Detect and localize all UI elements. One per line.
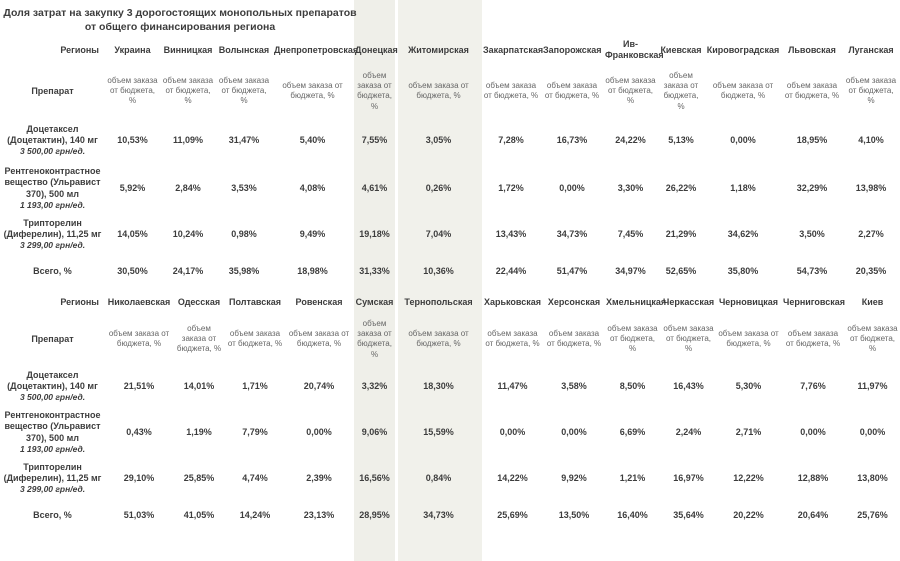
value-cell: 29,10% [123,472,155,483]
order-volume-header: объем заказа от бюджета, % [663,323,714,354]
value-cell: 16,43% [673,380,704,391]
value-cell: 0,00% [559,182,585,193]
region-header: Запорожская [543,44,602,55]
value-cell: 14,22% [497,472,528,483]
value-cell: 21,51% [123,380,155,391]
total-value-cell: 22,44% [495,265,527,276]
order-volume-header: объем заказа от бюджета, % [605,75,656,106]
value-cell: 5,92% [119,182,146,193]
region-header: Житомирская [408,44,469,55]
region-header: Тернопольская [404,296,473,307]
region-header: Днепропетровская [274,44,359,55]
value-cell: 2,84% [175,182,201,193]
value-cell: 2,27% [858,228,884,239]
total-row [0,254,900,288]
total-value-cell: 51,47% [556,265,588,276]
value-cell: 3,58% [561,380,587,391]
total-value-cell: 28,95% [359,509,390,520]
value-cell: 24,22% [615,134,646,145]
value-cell: 7,76% [800,380,826,391]
order-volume-header: объем заказа от бюджета, % [663,70,699,111]
region-header: Харьковская [484,296,541,307]
value-cell: 16,56% [359,472,390,483]
value-cell: 21,29% [665,228,697,239]
drug-name-line: (Доцетактин), 140 мг [7,380,98,391]
value-cell: 34,62% [727,228,759,239]
total-value-cell: 52,65% [665,265,697,276]
region-header: Черниговская [783,296,845,307]
drug-name-cell [0,456,105,500]
region-header: Николаевская [107,296,171,307]
order-volume-header: объем заказа от бюджета, % [108,328,170,349]
value-cell: 0,00% [306,426,332,437]
order-volume-header: объем заказа от бюджета, % [544,80,600,101]
drug-name-cell [0,408,105,456]
drug-name-line: (Диферелин), 11,25 мг [3,228,102,239]
total-value-cell: 41,05% [183,509,215,520]
order-volume-header: объем заказа от бюджета, % [408,80,469,101]
total-row [0,500,900,530]
drug-name-cell [0,162,105,214]
value-cell: 9,92% [561,472,587,483]
value-cell: 32,29% [796,182,828,193]
order-volume-header: объем заказа от бюджета, % [162,75,214,106]
total-value-cell: 16,40% [617,509,648,520]
drug-name-line: Трипторелин [23,217,82,228]
drug-name-line: (Диферелин), 11,25 мг [3,472,102,483]
value-cell: 8,50% [619,380,646,391]
order-volume-header: объем заказа от бюджета, % [785,328,841,349]
value-cell: 4,08% [299,182,326,193]
drug-name-line: Трипторелин [23,461,82,472]
drug-price: 3 299,00 грн/ед. [19,484,86,495]
value-cell: 7,45% [617,228,644,239]
value-cell: 0,84% [425,472,452,483]
value-cell: 3,05% [425,134,452,145]
value-cell: 18,30% [423,380,454,391]
value-cell: 14,01% [183,380,215,391]
order-volume-header: объем заказа от бюджета, % [784,80,840,101]
value-cell: 11,09% [172,134,204,145]
value-cell: 7,79% [242,426,268,437]
value-cell: 19,18% [359,228,390,239]
value-cell: 3,53% [231,182,257,193]
value-cell: 5,40% [299,134,326,145]
value-cell: 0,00% [499,426,526,437]
total-value-cell: 35,98% [228,265,260,276]
regions-label: Регионы [60,296,99,307]
value-cell: 4,74% [242,472,268,483]
value-cell: 0,43% [126,426,152,437]
order-volume-header: объем заказа от бюджета, % [282,80,343,101]
drug-price: 3 500,00 грн/ед. [19,392,86,403]
total-label: Всего, % [33,509,72,520]
drug-price: 3 500,00 грн/ед. [19,146,86,157]
drug-column-label: Препарат [31,85,74,96]
order-volume-header: объем заказа от бюджета, % [712,80,774,101]
value-cell: 0,26% [425,182,452,193]
order-volume-header: объем заказа от бюджета, % [607,323,658,354]
value-cell: 2,39% [306,472,332,483]
total-value-cell: 30,50% [117,265,148,276]
drug-name-line: Доцетаксел [26,123,79,134]
value-cell: 11,97% [857,380,888,391]
drug-name-line: (Доцетактин), 140 мг [7,134,98,145]
region-header: Винницкая [163,44,213,55]
region-header: Украина [114,44,151,55]
value-cell: 3,32% [361,380,388,391]
regions-table-2 [0,290,900,530]
total-value-cell: 18,98% [297,265,328,276]
value-cell: 34,73% [556,228,588,239]
order-volume-header: объем заказа от бюджета, % [227,328,283,349]
drug-name-line: Доцетаксел [26,369,79,380]
drug-name-cell [0,214,105,254]
value-cell: 5,13% [668,134,694,145]
value-cell: 1,72% [498,182,524,193]
order-volume-header: объем заказа от бюджета, % [485,328,540,349]
order-volume-header: объем заказа от бюджета, % [483,80,539,101]
total-value-cell: 10,36% [423,265,454,276]
regions-label: Регионы [60,44,99,55]
drug-row [0,456,900,500]
value-cell: 9,06% [361,426,388,437]
region-header: Одесская [177,296,221,307]
region-header: Полтавская [229,296,281,307]
region-header: Хмельницкая [606,296,667,307]
value-cell: 10,24% [172,228,204,239]
drug-row [0,118,900,162]
value-cell: 1,21% [619,472,646,483]
value-cell: 2,71% [735,426,762,437]
value-cell: 0,98% [231,228,257,239]
value-cell: 4,10% [858,134,884,145]
value-cell: 1,18% [730,182,756,193]
value-cell: 10,53% [117,134,148,145]
order-volume-header: объем заказа от бюджета, % [218,75,270,106]
drug-row [0,364,900,408]
report-title: Доля затрат на закупку 3 дорогостоящих монопольных препаратов от общего финансирования региона [3,7,357,33]
order-volume-header: объем заказа от бюджета, % [845,75,897,106]
total-value-cell: 51,03% [123,509,155,520]
region-header: Киев [861,296,884,307]
value-cell: 3,30% [617,182,644,193]
total-value-cell: 54,73% [796,265,828,276]
value-cell: 0,00% [561,426,587,437]
total-value-cell: 23,13% [303,509,335,520]
value-cell: 2,24% [675,426,702,437]
drug-price: 3 299,00 грн/ед. [19,240,86,251]
value-cell: 12,22% [733,472,764,483]
drug-column-label: Препарат [31,333,74,344]
value-cell: 7,04% [425,228,452,239]
order-volume-header: объем заказа от бюджета, % [107,75,158,106]
region-header: Черкасская [663,296,715,307]
drug-name-line: Рентгеноконтрастное [4,166,101,177]
value-cell: 4,61% [361,182,388,193]
total-value-cell: 20,64% [797,509,829,520]
regions-row [0,36,900,64]
value-cell: 26,22% [665,182,697,193]
total-value-cell: 25,69% [497,509,528,520]
value-cell: 5,30% [735,380,762,391]
value-cell: 15,59% [423,426,454,437]
region-header: Закарпатская [483,44,544,55]
drug-name-line: 370), 500 мл [26,432,79,443]
drug-name-line: вещество (Ульравист [4,421,101,432]
total-value-cell: 14,24% [239,509,271,520]
region-header: Волынская [218,44,270,55]
region-header: Луганская [848,44,894,55]
value-cell: 0,00% [859,426,886,437]
order-volume-header: объем заказа от бюджета, % [847,323,898,354]
column-header-row [0,64,900,118]
region-header: Киевская [660,44,702,55]
regions-row [0,290,900,314]
region-header: Ив-Франковская [605,39,664,61]
total-value-cell: 25,76% [857,509,888,520]
value-cell: 20,74% [303,380,335,391]
drug-name-line: вещество (Ульравист [4,177,101,188]
regions-table-1 [0,36,900,288]
value-cell: 3,50% [799,228,825,239]
total-value-cell: 34,73% [423,509,454,520]
total-value-cell: 24,17% [172,265,204,276]
value-cell: 31,47% [228,134,260,145]
order-volume-header: объем заказа от бюджета, % [546,328,602,349]
region-header: Черновицкая [718,296,779,307]
total-value-cell: 34,97% [615,265,646,276]
order-volume-header: объем заказа от бюджета, % [408,328,469,349]
total-label: Всего, % [33,265,72,276]
total-value-cell: 35,80% [727,265,759,276]
value-cell: 7,55% [361,134,388,145]
total-value-cell: 20,35% [855,265,887,276]
value-cell: 9,49% [299,228,326,239]
value-cell: 1,19% [186,426,212,437]
drug-name-line: 370), 500 мл [26,188,79,199]
region-header: Ровенская [295,296,343,307]
order-volume-header: объем заказа от бюджета, % [288,328,350,349]
order-volume-header: объем заказа от бюджета, % [718,328,779,349]
value-cell: 0,00% [730,134,756,145]
region-header: Сумская [355,296,394,307]
value-cell: 13,43% [495,228,527,239]
value-cell: 6,69% [619,426,646,437]
total-value-cell: 31,33% [359,265,390,276]
region-header: Львовская [788,44,836,55]
value-cell: 14,05% [117,228,148,239]
drug-row [0,214,900,254]
value-cell: 25,85% [183,472,215,483]
drug-name-cell [0,364,105,408]
value-cell: 16,97% [673,472,704,483]
value-cell: 18,95% [796,134,828,145]
value-cell: 1,71% [242,380,268,391]
value-cell: 11,47% [497,380,528,391]
region-header: Кировоградская [706,44,780,55]
total-value-cell: 20,22% [733,509,764,520]
order-volume-header: объем заказа от бюджета, % [357,70,392,111]
drug-row [0,408,900,456]
value-cell: 12,88% [797,472,829,483]
column-header-row [0,314,900,364]
drug-row [0,162,900,214]
order-volume-header: объем заказа от бюджета, % [357,318,392,359]
drug-price: 1 193,00 грн/ед. [19,199,86,210]
value-cell: 13,98% [855,182,887,193]
value-cell: 16,73% [556,134,588,145]
region-header: Донецкая [355,44,398,55]
region-header: Херсонская [547,296,601,307]
drug-name-cell [0,118,105,162]
value-cell: 0,00% [800,426,826,437]
drug-price: 1 193,00 грн/ед. [19,443,86,454]
drug-name-line: Рентгеноконтрастное [4,410,101,421]
total-value-cell: 13,50% [558,509,590,520]
value-cell: 13,80% [857,472,888,483]
total-value-cell: 35,64% [673,509,704,520]
order-volume-header: объем заказа от бюджета, % [176,323,222,354]
value-cell: 7,28% [498,134,524,145]
